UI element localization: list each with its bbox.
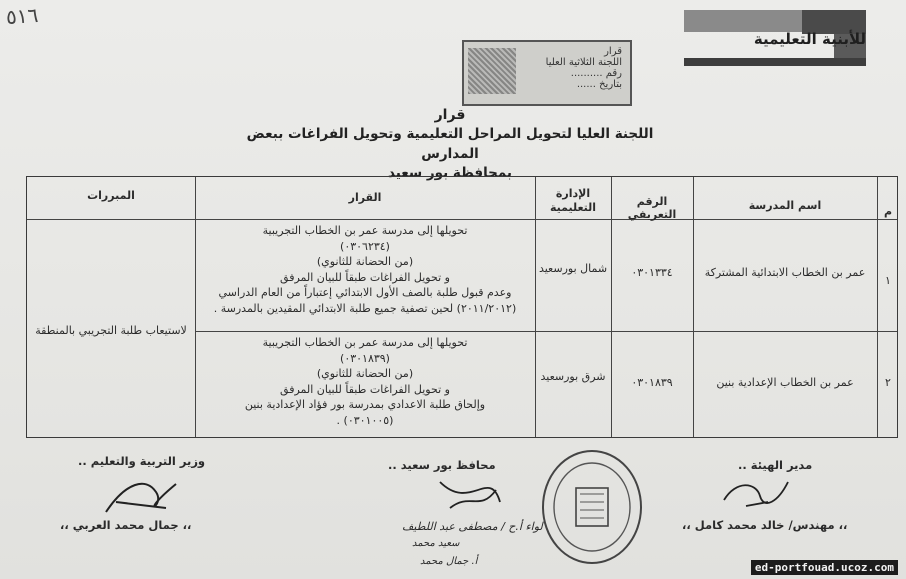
decision-line: وعدم قبول طلبة بالصف الأول الابتدائي إعتباراً من العام الدراسي	[218, 286, 512, 299]
row1-admin: شمال بورسعيد	[538, 262, 608, 275]
row2-decision	[199, 335, 531, 428]
stamp-seal-icon	[468, 48, 516, 94]
row2-admin: شرق بورسعيد	[540, 370, 606, 383]
corner-number: ٥١٦	[5, 2, 40, 30]
row2-code: ٠٣٠١٨٣٩	[631, 376, 673, 389]
title-decision: قرار	[434, 107, 466, 123]
decision-line: تحويلها إلى مدرسة عمر بن الخطاب التجريبية	[262, 224, 468, 237]
governor-subline: أ. جمال محمد	[420, 556, 478, 567]
letterhead-org-name: للأبنية التعليمية	[753, 30, 866, 48]
decision-line: (٠٣٠١٠٠٥) .	[336, 413, 394, 427]
minister-name: ،، جمال محمد العربي ،،	[60, 518, 192, 532]
row1-num: ١	[885, 274, 891, 287]
minister-title: وزير التربية والتعليم ..	[78, 454, 206, 468]
stamp-line: بتاريخ ......	[576, 79, 622, 90]
decision-line: (٠٣٠١٨٣٩)	[340, 351, 390, 365]
row1-code: ٠٣٠١٣٣٤	[631, 266, 673, 279]
header-reason: المبررات	[87, 189, 135, 202]
minister-signature-icon	[96, 472, 186, 520]
row2-num: ٢	[885, 376, 891, 389]
governor-subline: سعيد محمد	[412, 538, 460, 549]
governor-name: لواء أ.ح / مصطفى عبد اللطيف	[402, 520, 543, 533]
decision-line: و تحويل الفراغات طبقاً للبيان المرفق	[280, 270, 450, 284]
title-governorate: بمحافظة بور سعيد	[387, 165, 512, 181]
title-committee: اللجنة العليا لتحويل المراحل التعليمية وتحويل الفراغات ببعض المدارس	[246, 126, 654, 162]
website-watermark: ed-portfouad.ucoz.com	[751, 560, 898, 575]
director-title: مدير الهيئة ..	[738, 458, 813, 472]
stamp-line: قرار	[604, 46, 622, 57]
row2-school: عمر بن الخطاب الإعدادية بنين	[716, 376, 854, 389]
decision-line: (من الحضانة للثانوي)	[316, 255, 414, 268]
stamp-line: رقم ..........	[570, 68, 622, 79]
header-decision: القرار	[348, 191, 382, 204]
header-school: اسم المدرسة	[748, 199, 822, 212]
decision-line: تحويلها إلى مدرسة عمر بن الخطاب التجريبية	[262, 336, 468, 349]
decision-line: (٠٣٠٦٢٣٤)	[340, 239, 390, 253]
header-admin: الإدارة التعليمية	[549, 187, 597, 214]
decision-line: و تحويل الفراغات طبقاً للبيان المرفق	[280, 382, 450, 396]
decision-line: وإلحاق طلبة الاعدادي بمدرسة بور فؤاد الإعدادية بنين	[244, 398, 486, 411]
director-name: ،، مهندس/ خالد محمد كامل ،،	[682, 518, 848, 532]
decision-line: (٢٠١١/٢٠١٢) لحين تصفية جميع طلبة الابتدائي المقيدين بالمدرسة .	[213, 301, 517, 315]
reason-cell: لاستيعاب طلبة التجريبي بالمنطقة	[35, 324, 187, 337]
governor-title: محافظ بور سعيد ..	[388, 458, 496, 472]
stamp-line: اللجنة الثلاثية العليا	[545, 57, 622, 68]
header-num: م	[883, 205, 893, 218]
decision-stamp	[462, 40, 632, 106]
document-title	[240, 106, 660, 182]
row1-decision	[199, 223, 531, 316]
governor-signature-icon	[430, 472, 510, 516]
official-seal-icon	[540, 448, 644, 566]
row1-school: عمر بن الخطاب الابتدائية المشتركة	[704, 266, 866, 279]
decision-line: (من الحضانة للثانوي)	[316, 367, 414, 380]
director-signature-icon	[716, 472, 796, 512]
header-code: الرقم التعريفي	[627, 195, 677, 221]
decision-table	[26, 176, 898, 438]
